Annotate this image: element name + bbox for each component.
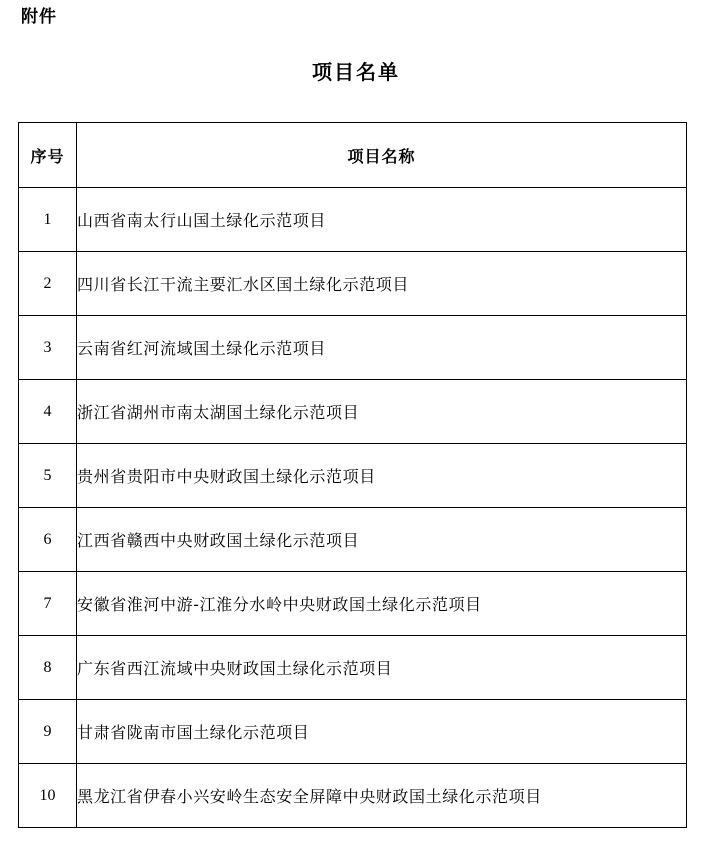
row-project-name: 贵州省贵阳市中央财政国土绿化示范项目: [77, 444, 687, 508]
row-index: 10: [19, 764, 77, 828]
row-index: 3: [19, 316, 77, 380]
table-row: [19, 764, 687, 828]
table-row: [19, 572, 687, 636]
row-project-name: 山西省南太行山国土绿化示范项目: [77, 188, 687, 252]
row-project-name: 广东省西江流域中央财政国土绿化示范项目: [77, 636, 687, 700]
row-index: 4: [19, 380, 77, 444]
table-row: [19, 380, 687, 444]
project-table: [18, 122, 687, 828]
row-index: 9: [19, 700, 77, 764]
table-row: [19, 252, 687, 316]
row-index: 7: [19, 572, 77, 636]
table-row: [19, 316, 687, 380]
table-row: [19, 700, 687, 764]
row-index: 6: [19, 508, 77, 572]
attachment-label: 附件: [21, 7, 57, 27]
row-project-name: 云南省红河流域国土绿化示范项目: [77, 316, 687, 380]
row-index: 8: [19, 636, 77, 700]
table-header-row: [19, 123, 687, 188]
table-row: [19, 188, 687, 252]
row-index: 1: [19, 188, 77, 252]
table-row: [19, 444, 687, 508]
row-project-name: 安徽省淮河中游-江淮分水岭中央财政国土绿化示范项目: [77, 572, 687, 636]
table-row: [19, 508, 687, 572]
row-project-name: 江西省赣西中央财政国土绿化示范项目: [77, 508, 687, 572]
row-project-name: 四川省长江干流主要汇水区国土绿化示范项目: [77, 252, 687, 316]
row-project-name: 黑龙江省伊春小兴安岭生态安全屏障中央财政国土绿化示范项目: [77, 764, 687, 828]
page-title: 项目名单: [312, 60, 400, 84]
row-index: 2: [19, 252, 77, 316]
header-name: 项目名称: [77, 123, 687, 188]
header-index: 序号: [19, 123, 77, 188]
row-index: 5: [19, 444, 77, 508]
table-row: [19, 636, 687, 700]
row-project-name: 甘肃省陇南市国土绿化示范项目: [77, 700, 687, 764]
row-project-name: 浙江省湖州市南太湖国土绿化示范项目: [77, 380, 687, 444]
